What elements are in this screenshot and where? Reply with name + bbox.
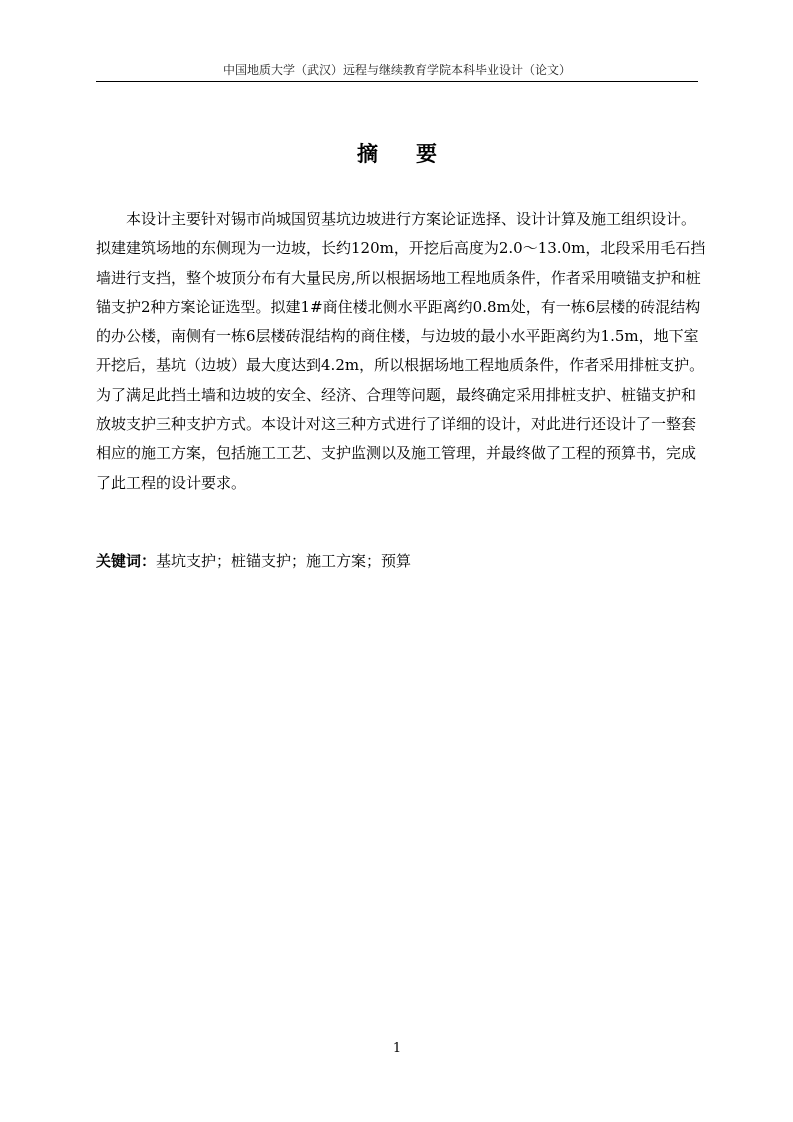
- abstract-paragraph: 本设计主要针对锡市尚城国贸基坑边坡进行方案论证选择、设计计算及施工组织设计。拟建建筑场地的东侧现为一边坡，长约120m，开挖后高度为2.0～13.0m，北段采用毛石挡墙进行支挡，整个坡顶分布有大量民房,所以根据场地工程地质条件，作者采用喷锚支护和桩锚支护2种方案论证选型。拟建1#商住楼北侧水平距离约0.8m处，有一栋6层楼的砖混结构的办公楼，南侧有一栋6层楼砖混结构的商住楼，与边坡的最小水平距离约为1.5m，地下室开挖后，基坑（边坡）最大度达到4.2m，所以根据场地工程地质条件，作者采用排桩支护。为了满足此挡土墙和边坡的安全、经济、合理等问题，最终确定采用排桩支护、桩锚支护和放坡支护三种支护方式。本设计对这三种方式进行了详细的设计，对此进行还设计了一整套相应的施工方案，包括施工工艺、支护监测以及施工管理，并最终做了工程的预算书，完成了此工程的设计要求。: [96, 210, 706, 492]
- keywords-text: 基坑支护；桩锚支护；施工方案；预算: [156, 552, 412, 570]
- keywords-label: 关键词：: [96, 552, 157, 570]
- abstract-title: 摘要: [357, 142, 475, 166]
- header-divider: [96, 81, 698, 82]
- page-number: 1: [392, 1041, 402, 1056]
- keywords-line: [96, 549, 698, 573]
- running-header: 中国地质大学（武汉）远程与继续教育学院本科毕业设计（论文）: [222, 63, 571, 77]
